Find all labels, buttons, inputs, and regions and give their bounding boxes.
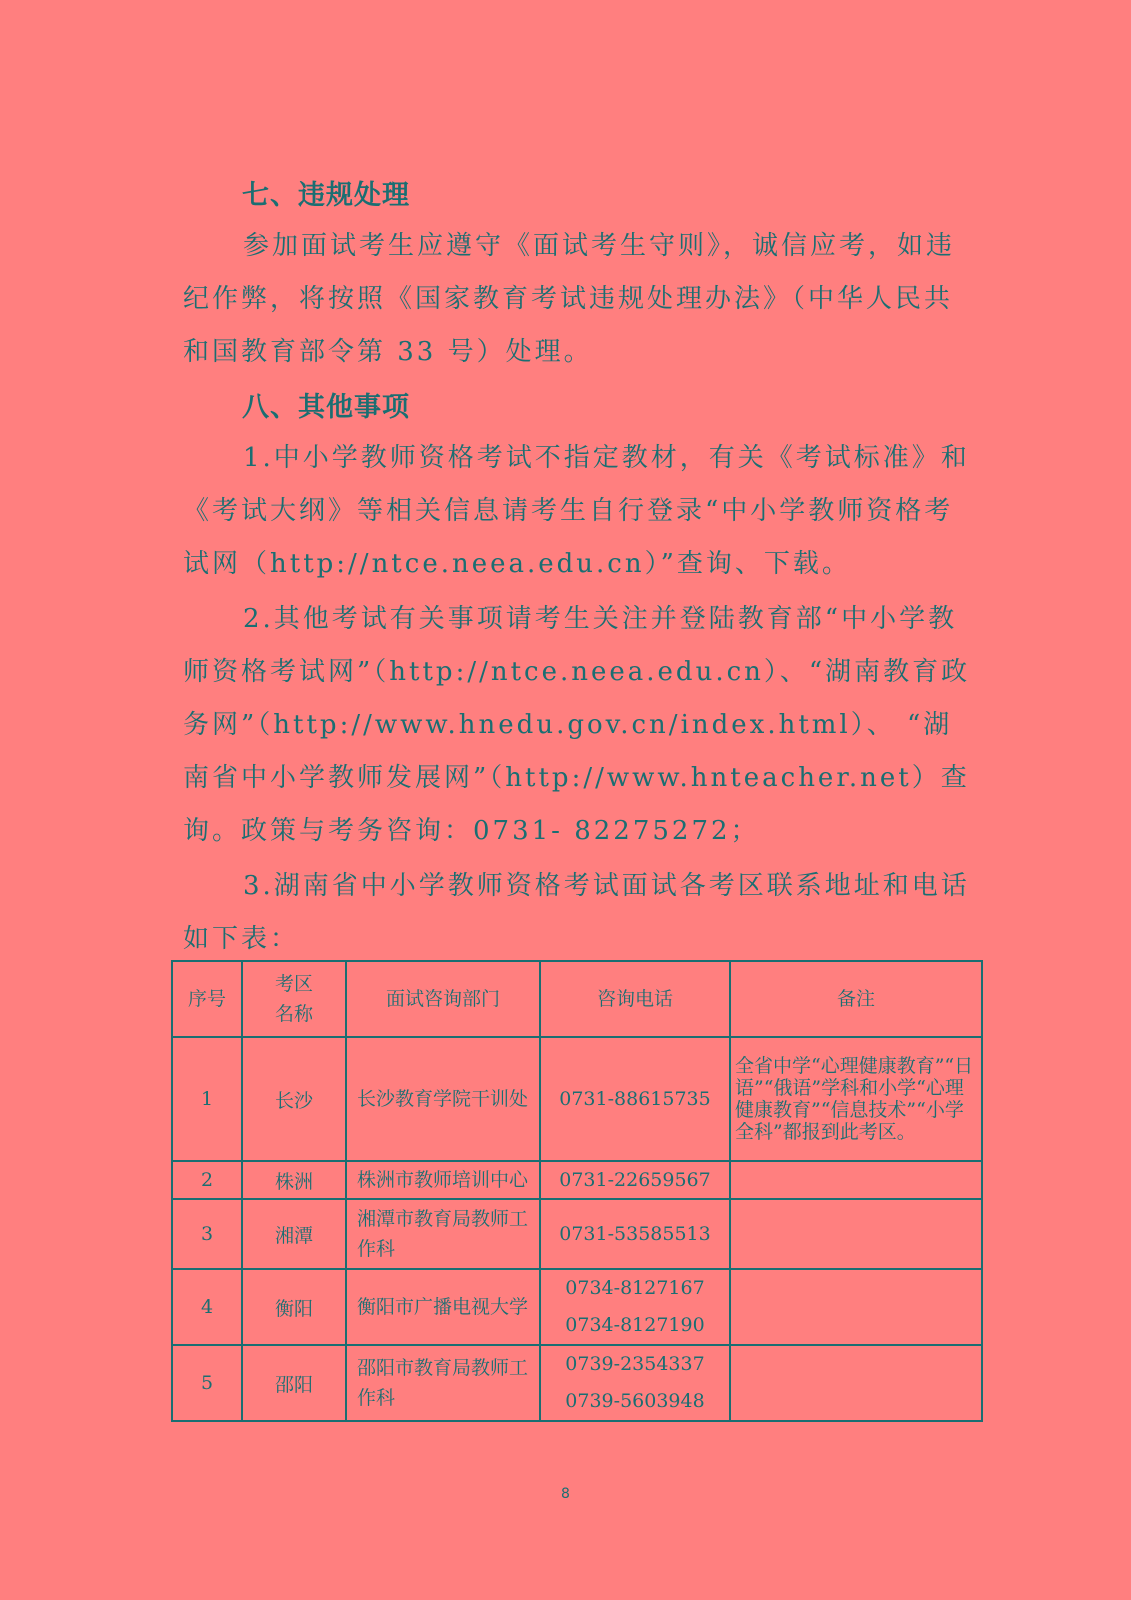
other-matters-item-3: 3.湖南省中小学教师资格考试面试各考区联系地址和电话如下表： (183, 871, 970, 954)
other-matters-item-1: 1.中小学教师资格考试不指定教材，有关《考试标准》和《考试大纲》等相关信息请考生自行登录“中小学教师资格考试网（http://ntce.neea.edu.cn）”查询、下载。 (183, 443, 970, 579)
cell-dept: 湘潭市教育局教师工作科 (346, 1199, 540, 1269)
phone-number: 0731-22659567 (559, 1169, 711, 1191)
section-heading-other-matters: 八、其他事项 (242, 392, 410, 423)
cell-phone (540, 1345, 730, 1421)
header-note: 备注 (730, 961, 982, 1037)
cell-area: 湘潭 (242, 1199, 346, 1269)
cell-dept: 株洲市教师培训中心 (346, 1161, 540, 1199)
cell-no: 4 (172, 1269, 242, 1345)
cell-no: 5 (172, 1345, 242, 1421)
cell-dept: 衡阳市广播电视大学 (346, 1269, 540, 1345)
header-area-line1: 考区 (274, 973, 313, 995)
section-heading-violations: 七、违规处理 (242, 180, 410, 211)
cell-phone (540, 1199, 730, 1269)
other-matters-item-2: 2.其他考试有关事项请考生关注并登陆教育部“中小学教师资格考试网”（http://ntce.neea.edu.cn）、“湖南教育政务网”（http://www.hnedu.gov.cn/index.html）、 “湖南省中小学教师发展网”（http://www.hnteacher.net）查询。政策与考务咨询：0731- 82275272； (183, 604, 971, 846)
header-dept: 面试咨询部门 (346, 961, 540, 1037)
cell-phone (540, 1161, 730, 1199)
table-row (172, 1269, 982, 1345)
cell-area: 衡阳 (242, 1269, 346, 1345)
cell-area: 株洲 (242, 1161, 346, 1199)
phone-number: 0734-8127167 (565, 1277, 705, 1299)
cell-dept: 长沙教育学院干训处 (346, 1037, 540, 1161)
cell-note (730, 1161, 982, 1199)
cell-dept: 邵阳市教育局教师工作科 (346, 1345, 540, 1421)
header-no: 序号 (172, 961, 242, 1037)
cell-note (730, 1269, 982, 1345)
page-number: 8 (561, 1486, 570, 1502)
cell-no: 3 (172, 1199, 242, 1269)
cell-no: 1 (172, 1037, 242, 1161)
header-phone: 咨询电话 (540, 961, 730, 1037)
phone-number: 0731-53585513 (559, 1223, 711, 1245)
cell-phone (540, 1037, 730, 1161)
phone-number: 0739-5603948 (565, 1390, 705, 1412)
header-area-line2: 名称 (274, 1003, 313, 1025)
cell-area: 邵阳 (242, 1345, 346, 1421)
cell-note (730, 1199, 982, 1269)
cell-no: 2 (172, 1161, 242, 1199)
table-row (172, 1345, 982, 1421)
phone-number: 0731-88615735 (559, 1087, 711, 1110)
phone-number: 0734-8127190 (565, 1314, 705, 1336)
table-header-row (172, 961, 982, 1037)
table-row (172, 1161, 982, 1199)
cell-area: 长沙 (242, 1037, 346, 1161)
phone-number: 0739-2354337 (565, 1353, 705, 1375)
violations-paragraph: 参加面试考生应遵守《面试考生守则》，诚信应考，如违纪作弊，将按照《国家教育考试违规处理办法》（中华人民共和国教育部令第 33 号）处理。 (183, 231, 956, 367)
cell-note (730, 1345, 982, 1421)
cell-note: 全省中学“心理健康教育”“日语”“俄语”学科和小学“心理健康教育”“信息技术”“小学全科”都报到此考区。 (730, 1037, 982, 1161)
contact-table (171, 960, 983, 1422)
cell-phone (540, 1269, 730, 1345)
header-area (242, 961, 346, 1037)
table-row (172, 1199, 982, 1269)
table-row (172, 1037, 982, 1161)
